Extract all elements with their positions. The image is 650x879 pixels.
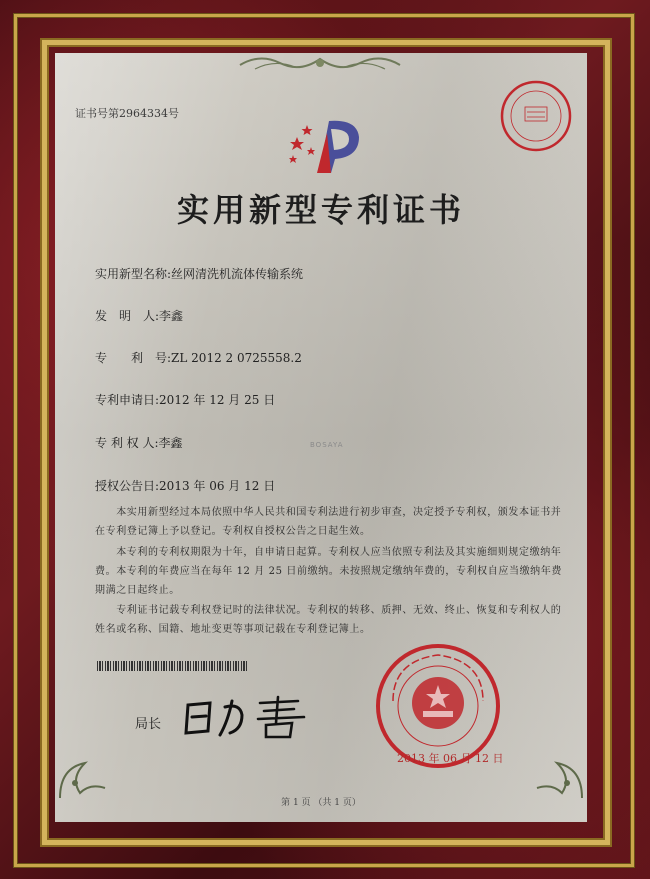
field-label: 专利申请日: [95, 393, 160, 407]
field-grant-date [95, 477, 275, 494]
field-label: 实用新型名称: [95, 267, 172, 281]
patent-office-logo-icon [287, 115, 367, 177]
director-label: 局长 [135, 717, 162, 732]
watermark-text: BOSAYA [310, 441, 344, 449]
page-footer: 第 1 页 （共 1 页） [281, 798, 361, 808]
seal-date: 2013 年 06 月 12 日 [397, 752, 504, 765]
certificate-number: 证书号第2964334号 [75, 107, 179, 120]
field-value: 2012 年 12 月 25 日 [159, 393, 276, 407]
field-value: 2013 年 06 月 12 日 [159, 479, 276, 493]
field-patent-number [95, 349, 302, 366]
field-label: 专 利 权 人: [95, 436, 159, 450]
field-value: 李鑫 [159, 309, 184, 323]
certificate-paper [55, 53, 587, 822]
director-signature-icon [180, 693, 320, 739]
field-label: 专 利 号: [95, 351, 172, 365]
corner-ornament-icon [527, 743, 587, 803]
field-value: ZL 2012 2 0725558.2 [171, 351, 302, 365]
field-inventor [95, 307, 183, 324]
field-label: 授权公告日: [95, 479, 160, 493]
field-utility-model-name [95, 265, 303, 282]
paragraph-grant-notice: 本实用新型经过本局依照中华人民共和国专利法进行初步审查，决定授予专利权，颁发本证书并在专利登记簿上予以登记。专利权自授权公告之日起生效。 [95, 507, 562, 537]
field-value: 李鑫 [158, 436, 183, 450]
field-label: 发 明 人: [95, 309, 160, 323]
field-patentee [95, 434, 183, 451]
field-value: 丝网清洗机流体传输系统 [171, 267, 304, 281]
stamp-seal-top-icon [497, 77, 575, 155]
corner-ornament-icon [55, 743, 115, 803]
barcode [97, 661, 247, 671]
field-application-date [95, 391, 275, 408]
top-ornament-icon [235, 53, 405, 75]
paragraph-term-notice: 本专利的专利权期限为十年，自申请日起算。专利权人应当依照专利法及其实施细则规定缴纳年费。本专利的年费应当在每年 12 月 25 日前缴纳。未按照规定缴纳年费的，专利权自应当缴纳年费期满之日起终止。 [95, 547, 562, 596]
certificate-title: 实用新型专利证书 [176, 191, 465, 229]
paragraph-status-notice: 专利证书记载专利权登记时的法律状况。专利权的转移、质押、无效、终止、恢复和专利权人的姓名或名称、国籍、地址变更等事项记载在专利登记簿上。 [95, 605, 562, 635]
